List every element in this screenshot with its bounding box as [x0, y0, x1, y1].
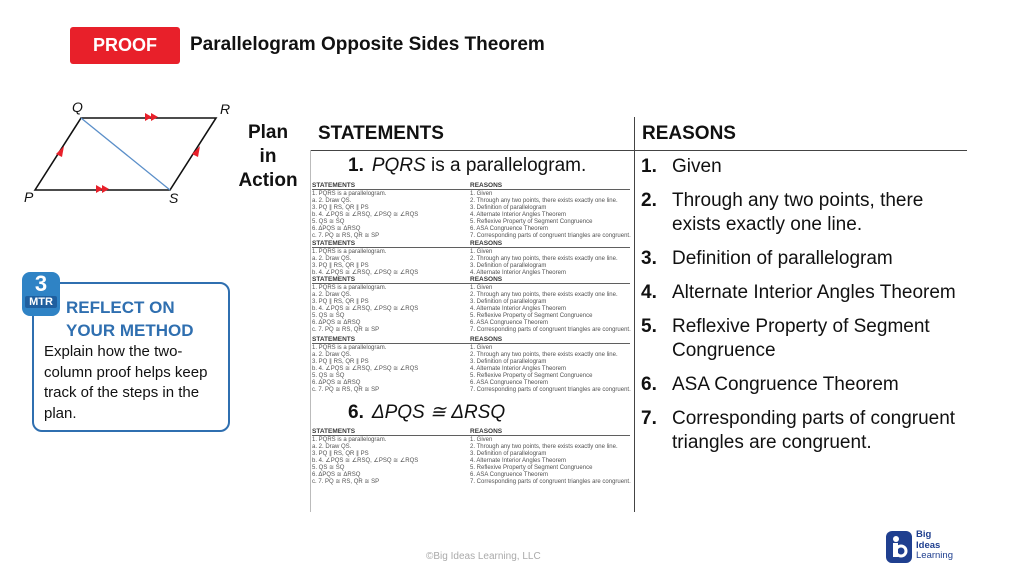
reason-4: 4. Alternate Interior Angles Theorem [641, 282, 956, 303]
statements-header: STATEMENTS [318, 123, 444, 144]
plan-line-2: in [259, 146, 277, 167]
statement-6: 6. ΔPQS ≅ ΔRSQ [348, 402, 506, 423]
double-arrow-top [145, 113, 158, 121]
plan-line-1: Plan [247, 122, 289, 143]
column-divider [634, 117, 635, 512]
reasons-header: REASONS [642, 123, 736, 144]
copyright-footer: ©Big Ideas Learning, LLC [426, 551, 541, 562]
reflect-text: Explain how the two-column proof helps keep track of the steps in the plan. [44, 343, 208, 422]
proof-badge: PROOF [70, 27, 180, 64]
statement-1: 1. PQRS is a parallelogram. [348, 155, 587, 176]
vertex-r: R [220, 101, 231, 117]
proof-thumbnail-1: STATEMENTS 1. PQRS is a parallelogram. a. 2. Draw QS. 3. PQ ∥ RS, QR ∥ PS b. 4. ∠PQS ≅ ∠RSQ, ∠PSQ ≅ ∠RQS 5. QS ≅ SQ 6. ΔPQS ≅ ΔRSQ c. 7. PQ ≅ RS, QR ≅ SP REASONS 1. Given 2. Through any two points, there exists exactly one line. 3. Definition of parallelogram 4. Alternate Interior Angles Theorem 5. Reflexive Property of Segment Congruence 6. ASA Congruence Theorem 7. Corresponding parts of congruent triangles are congruent. [312, 182, 631, 239]
header-divider [310, 150, 967, 151]
reason-3: 3. Definition of parallelogram [641, 248, 893, 269]
reflect-title: REFLECT ON YOUR METHOD [66, 298, 194, 340]
double-arrow-bottom [96, 185, 109, 193]
reason-1: 1. Given [641, 156, 722, 177]
parallelogram-diagram [18, 96, 231, 211]
plan-in-action-label [232, 121, 304, 193]
proof-thumbnail-5: STATEMENTS 1. PQRS is a parallelogram. a. 2. Draw QS. 3. PQ ∥ RS, QR ∥ PS b. 4. ∠PQS ≅ ∠RSQ, ∠PSQ ≅ ∠RQS 5. QS ≅ SQ 6. ΔPQS ≅ ΔRSQ c. 7. PQ ≅ RS, QR ≅ SP REASONS 1. Given 2. Through any two points, there exists exactly one line. 3. Definition of parallelogram 4. Alternate Interior Angles Theorem 5. Reflexive Property of Segment Congruence 6. ASA Congruence Theorem 7. Corresponding parts of congruent triangles are congruent. [312, 428, 631, 485]
big-ideas-wordmark: Big Ideas Learning [916, 529, 953, 561]
arrow-right-side [192, 146, 200, 157]
vertex-s: S [169, 190, 179, 206]
proof-thumbnail-3: STATEMENTS 1. PQRS is a parallelogram. a. 2. Draw QS. 3. PQ ∥ RS, QR ∥ PS b. 4. ∠PQS ≅ ∠RSQ, ∠PSQ ≅ ∠RQS 5. QS ≅ SQ 6. ΔPQS ≅ ΔRSQ c. 7. PQ ≅ RS, QR ≅ SP REASONS 1. Given 2. Through any two points, there exists exactly one line. 3. Definition of parallelogram 4. Alternate Interior Angles Theorem 5. Reflexive Property of Segment Congruence 6. ASA Congruence Theorem 7. Corresponding parts of congruent triangles are congruent. [312, 276, 631, 333]
mtr-badge-icon: 3 MTR [22, 272, 60, 316]
page-title: Parallelogram Opposite Sides Theorem [190, 34, 545, 55]
reason-7: 7. Corresponding parts of congruent triangles are congruent. [641, 408, 956, 453]
proof-thumbnail-4: STATEMENTS 1. PQRS is a parallelogram. a. 2. Draw QS. 3. PQ ∥ RS, QR ∥ PS b. 4. ∠PQS ≅ ∠RSQ, ∠PSQ ≅ ∠RQS 5. QS ≅ SQ 6. ΔPQS ≅ ΔRSQ c. 7. PQ ≅ RS, QR ≅ SP REASONS 1. Given 2. Through any two points, there exists exactly one line. 3. Definition of parallelogram 4. Alternate Interior Angles Theorem 5. Reflexive Property of Segment Congruence 6. ASA Congruence Theorem 7. Corresponding parts of congruent triangles are congruent. [312, 336, 631, 393]
plan-line-3: Action [238, 170, 298, 191]
big-ideas-logo-icon [886, 531, 912, 563]
proof-thumbnail-2: STATEMENTS 1. PQRS is a parallelogram. a. 2. Draw QS. 3. PQ ∥ RS, QR ∥ PS b. 4. ∠PQS ≅ ∠RSQ, ∠PSQ ≅ ∠RQS REASONS 1. Given 2. Through any two points, there exists exactly one line. 3. Definition of parallelogram 4. Alternate Interior Angles Theorem [312, 240, 632, 276]
reasons-list [641, 155, 966, 465]
vertex-q: Q [72, 99, 83, 115]
left-rule [310, 150, 311, 512]
reason-5: 5. Reflexive Property of Segment Congruence [641, 316, 930, 361]
reason-2: 2. Through any two points, there exists exactly one line. [641, 190, 924, 235]
reason-6: 6. ASA Congruence Theorem [641, 374, 899, 395]
vertex-p: P [24, 189, 34, 205]
